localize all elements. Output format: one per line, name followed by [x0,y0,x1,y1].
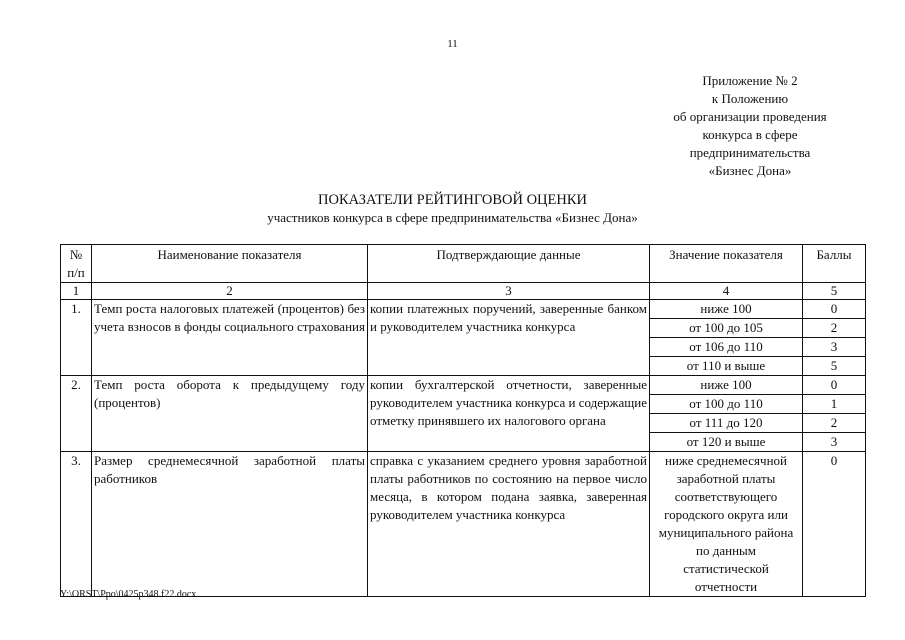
row-num: 3. [61,452,92,597]
score: 2 [803,319,866,338]
appendix-line: «Бизнес Дона» [708,163,792,178]
appendix-line: к Положению [711,91,789,106]
col-number: 5 [803,283,866,300]
table-row [61,300,866,319]
table-row [61,376,866,395]
score: 0 [803,300,866,319]
col-number: 1 [61,283,92,300]
indicator-value: от 106 до 110 [650,338,803,357]
score: 2 [803,414,866,433]
score: 5 [803,357,866,376]
appendix-line: предпринимательства [689,145,811,160]
indicator-value: ниже среднемесячной заработной платы соответствующего городского округа или муниципального района по данным статистической отчетности [650,452,803,597]
score: 0 [803,376,866,395]
col-number: 4 [650,283,803,300]
score: 3 [803,433,866,452]
appendix-line: об организации проведения [673,109,827,124]
document-title: ПОКАЗАТЕЛИ РЕЙТИНГОВОЙ ОЦЕНКИ [318,192,587,208]
page-number: 11 [447,38,458,50]
supporting-docs: копии бухгалтерской отчетности, заверенные руководителем участника конкурса и содержащие отметку принявшего их налогового органа [368,376,650,452]
row-num: 1. [61,300,92,376]
score: 1 [803,395,866,414]
column-number-row [61,283,866,300]
score: 0 [803,452,866,597]
indicator-value: ниже 100 [650,300,803,319]
indicator-name: Темп роста оборота к предыдущему году (процентов) [92,376,368,452]
header-score: Баллы [803,245,866,283]
rating-table [60,244,866,597]
indicator-value: от 100 до 110 [650,395,803,414]
indicator-value: ниже 100 [650,376,803,395]
document-subtitle: участников конкурса в сфере предпринимательства «Бизнес Дона» [267,210,638,225]
appendix-line: конкурса в сфере [702,127,798,142]
header-value: Значение показателя [650,245,803,283]
table-row [61,452,866,597]
supporting-docs: справка с указанием среднего уровня заработной платы работников по состоянию на первое число месяца, в котором подана заявка, заверенная руководителем участника конкурса [368,452,650,597]
score: 3 [803,338,866,357]
file-path-footer: Y:\ORST\Ppo\0425p348.f22.docx [60,589,197,600]
header-name: Наименование показателя [92,245,368,283]
indicator-value: от 100 до 105 [650,319,803,338]
row-num: 2. [61,376,92,452]
appendix-header [640,72,860,180]
supporting-docs: копии платежных поручений, заверенные банком и руководителем участника конкурса [368,300,650,376]
indicator-name: Размер среднемесячной заработной платы работников [92,452,368,597]
indicator-value: от 120 и выше [650,433,803,452]
indicator-value: от 110 и выше [650,357,803,376]
indicator-value: от 111 до 120 [650,414,803,433]
appendix-line: Приложение № 2 [702,73,798,88]
header-docs: Подтверждающие данные [368,245,650,283]
col-number: 2 [92,283,368,300]
table-header-row [61,245,866,283]
col-number: 3 [368,283,650,300]
indicator-name: Темп роста налоговых платежей (процентов) без учета взносов в фонды социального страхования [92,300,368,376]
header-num: № п/п [61,245,92,283]
